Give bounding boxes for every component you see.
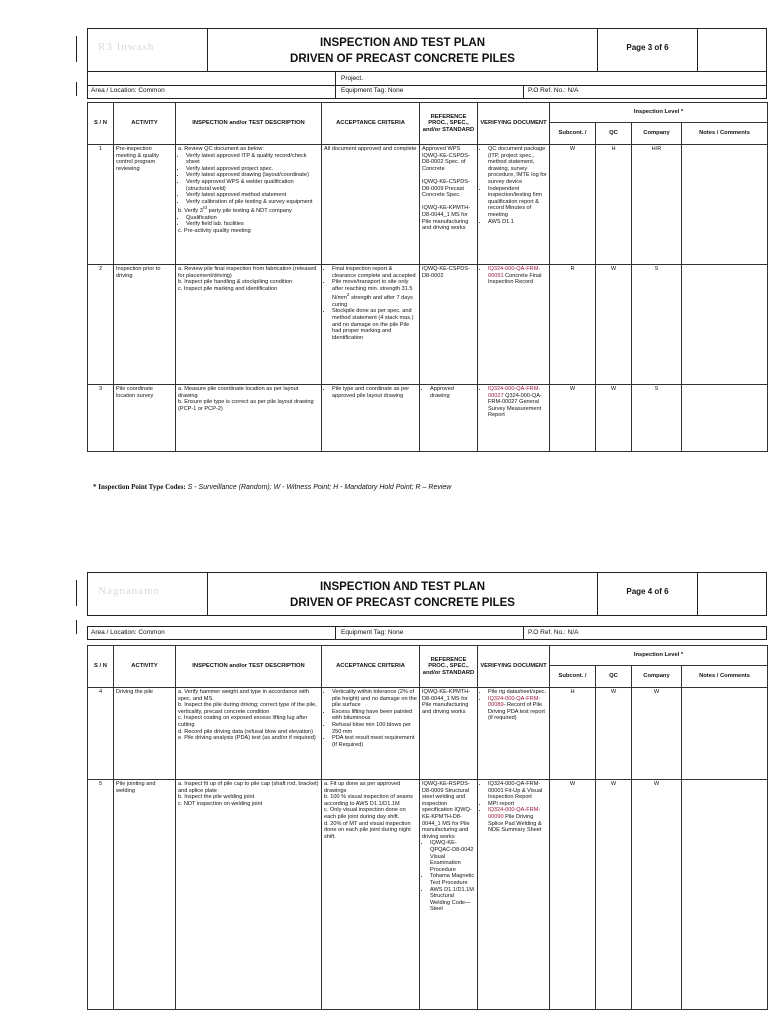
company-cell: S (632, 385, 682, 452)
activity-cell: Inspection prior to driving (114, 265, 176, 385)
notes-cell (682, 265, 768, 385)
margin-mark (76, 82, 77, 96)
document-title (208, 29, 598, 71)
verifying-cell: • IQ324-000-QA-FRM-00027 Q324-000-QA-FRM-00027 General Survey Measurement Report (478, 385, 550, 452)
col-qc: QC (596, 123, 632, 145)
project-label: Project. (341, 75, 364, 82)
footnote-text: S - Surveillance (Random); W - Witness Point; H - Mandatory Hold Point; R – Review (187, 484, 452, 491)
info-bar (87, 626, 767, 640)
page-header (87, 28, 767, 72)
acceptance-cell: All document approved and complete (322, 145, 420, 265)
col-sn: S / N (88, 646, 114, 688)
col-subcont: Subcont. / (550, 123, 596, 145)
col-reference: REFERENCE PROC., SPEC., and/or STANDARD (420, 646, 478, 688)
reference-cell: Approved WPS IQWQ-KE-CSPDS-D8-0002 Spec. of Concrete IQWQ-KE-CSPDS-D8-0009 Precast Concrete Spec. IQWQ-KE-KPMTH-D8-0044_1 MS for Pile manufacturing and driving works (420, 145, 478, 265)
page-number: Page 4 of 6 (598, 573, 698, 615)
margin-mark (76, 36, 77, 62)
title-line-2: DRIVEN OF PRECAST CONCRETE PILES (290, 53, 515, 65)
qc-cell: W (596, 688, 632, 780)
table-row (88, 145, 768, 265)
notes-cell (682, 145, 768, 265)
subcont-cell: H (550, 688, 596, 780)
col-inspection-level: Inspection Level * (550, 103, 768, 123)
activity-cell: Pile coordinate location survey (114, 385, 176, 452)
company-cell: W (632, 688, 682, 780)
col-activity: ACTIVITY (114, 646, 176, 688)
footnote-label: * Inspection Point Type Codes: (93, 483, 186, 491)
qc-cell: H (596, 145, 632, 265)
subcont-cell: R (550, 265, 596, 385)
verifying-cell: • QC document package (ITP, project spec., method statement, drawing, survey procedure, IMTE log for survey device • Independent inspection/testing firm qualification report & record Minutes of meeting • AWS D1.1 (478, 145, 550, 265)
document-title (208, 573, 598, 615)
acceptance-cell: • Pile type and coordinate as per approved pile layout drawing (322, 385, 420, 452)
col-company: Company (632, 666, 682, 688)
po-ref: P.O Ref. No.: N/A (528, 87, 579, 94)
title-line-1: INSPECTION AND TEST PLAN (319, 581, 486, 593)
equipment-tag: Equipment Tag: None (341, 629, 404, 636)
inspection-cell: a. Review pile final inspection from fabrication (released for placement/driving) b. Inspect pile handling & stockpiling condition c. Inspect pile marking and identification (176, 265, 322, 385)
table-row (88, 385, 768, 452)
sn-cell: 1 (88, 145, 114, 265)
col-company: Company (632, 123, 682, 145)
inspection-cell: a. Measure pile coordinate location as per layout drawing b. Ensure pile type is correct as per pile layout drawing (PCP-1 or PCP-2) (176, 385, 322, 452)
company-cell: S (632, 265, 682, 385)
col-inspection-level: Inspection Level * (550, 646, 768, 666)
company-cell: H/R (632, 145, 682, 265)
info-bar (87, 72, 767, 99)
subcont-cell: W (550, 385, 596, 452)
notes-cell (682, 385, 768, 452)
col-activity: ACTIVITY (114, 103, 176, 145)
activity-cell: Pre-inspection meeting & quality control program reviewing (114, 145, 176, 265)
sn-cell: 4 (88, 688, 114, 780)
verifying-cell: • IQ324-000-QA-FRM-00091 Concrete Final Inspection Record (478, 265, 550, 385)
po-ref: P.O Ref. No.: N/A (528, 629, 579, 636)
col-notes: Notes / Comments (682, 123, 768, 145)
sn-cell: 2 (88, 265, 114, 385)
col-verifying: VERIFYING DOCUMENT (478, 646, 550, 688)
title-line-2: DRIVEN OF PRECAST CONCRETE PILES (290, 597, 515, 609)
notes-cell (682, 780, 768, 1010)
company-logo: R3 Inwash (88, 29, 208, 71)
col-inspection: INSPECTION and/or TEST DESCRIPTION (176, 646, 322, 688)
subcont-cell: W (550, 145, 596, 265)
verifying-cell: • Pile rig datasheet/spec. • IQ324-000-QA-FRM-00089- Record of Pile Driving PDA test report (if required) (478, 688, 550, 780)
col-verifying: VERIFYING DOCUMENT (478, 103, 550, 145)
col-qc: QC (596, 666, 632, 688)
reference-cell: IQWQ-KE-KPMTH-D8-0044_1 MS for Pile manufacturing and driving works (420, 688, 478, 780)
margin-mark (76, 580, 77, 606)
qc-cell: W (596, 385, 632, 452)
reference-cell: IQWQ-KE-CSPDS-D8-0002 (420, 265, 478, 385)
inspection-codes-footnote (93, 483, 451, 491)
activity-cell: Driving the pile (114, 688, 176, 780)
equipment-tag: Equipment Tag: None (341, 87, 404, 94)
verifying-cell: • IQ324-000-QA-FRM-00001 Fit-Up & Visual Inspection Report • MPI report • IQ324-000-QA-FRM-00090 Pile Driving Splice Pad Welding & NDE Summary Sheet (478, 780, 550, 1010)
notes-cell (682, 688, 768, 780)
col-inspection: INSPECTION and/or TEST DESCRIPTION (176, 103, 322, 145)
inspection-cell: a. Inspect fit up of pile cap to pile cap (shaft rod, bracket) and splice plate b. Inspect the pile welding joint c. NDT inspection on welding joint (176, 780, 322, 1010)
reference-cell: • Approved drawing (420, 385, 478, 452)
acceptance-cell: a. Fit up done as per approved drawings b. 100 % visual inspection of seams according to AWS D1.1/D1.1M c. Only visual inspection done on each pile joint during day shift. d. 20% of MT and visual inspection done on each pile joint during night shift. (322, 780, 420, 1010)
inspection-cell: a. Review QC document as below: • Verify latest approved ITP & quality record/check sheet • Verify latest approved project spec. • Verify latest approved drawing (layout/coordinate) • Verify approved WPS & welder qualification (structural weld) • Verify latest approved method statement • Verify calibration of pile testing & survey equipment b. Verify 3rd party pile testing & NDT company • Qualification • Verify field lab. facilities c. Pre-activity quality meeting (176, 145, 322, 265)
page-header (87, 572, 767, 616)
col-subcont: Subcont. / (550, 666, 596, 688)
col-sn: S / N (88, 103, 114, 145)
col-acceptance: ACCEPTANCE CRITERIA (322, 646, 420, 688)
col-reference: REFERENCE PROC., SPEC., and/or STANDARD (420, 103, 478, 145)
company-cell: W (632, 780, 682, 1010)
company-logo: Nagnanamn (88, 573, 208, 615)
qc-cell: W (596, 265, 632, 385)
title-line-1: INSPECTION AND TEST PLAN (319, 37, 486, 49)
sn-cell: 5 (88, 780, 114, 1010)
qc-cell: W (596, 780, 632, 1010)
itp-table-page-3 (87, 102, 768, 452)
sn-cell: 3 (88, 385, 114, 452)
margin-mark (76, 620, 77, 634)
page-number: Page 3 of 6 (598, 29, 698, 71)
table-row (88, 688, 768, 780)
acceptance-cell: • Final inspection report & clearance complete and accepted • Pile move/transport to site only after reaching min. strength 31.5 $N/mm^2$ strength and after 7 days curing • Stockpile done as per spec. and method statement (4 stack max.) and no damage on the pile Pile had proper marking and identification (322, 265, 420, 385)
acceptance-cell: • Verticality within tolerance (2% of pile height) and no damage on the pile surface • Excess lifting have been painted with bituminous • Refusal blow min 100 blows per 250 mm • PDA test result meet requirement (If Required) (322, 688, 420, 780)
subcont-cell: W (550, 780, 596, 1010)
reference-cell: IQWQ-KE-RSPDS-D8-0009 Structural steel welding and inspection specification IQWQ-KE-KPMTH-D8-0044_1 MS for Pile manufacturing and driving works • IQWQ-KE-QPQAC-D8-0042 Visual Examination Procedure • Tohama Magnetic Test Procedure • AWS D1.1/D1.1M Structural Welding Code—Steel (420, 780, 478, 1010)
area-location: Area / Location: Common (91, 87, 165, 94)
activity-cell: Pile jointing and welding (114, 780, 176, 1010)
itp-table-page-4 (87, 645, 768, 1010)
area-location: Area / Location: Common (91, 629, 165, 636)
col-acceptance: ACCEPTANCE CRITERIA (322, 103, 420, 145)
inspection-cell: a. Verify hammer weight and type in accordance with spec. and MS. b. Inspect the pile during driving; correct type of the pile, verticality, precast concrete condition c. Inspect coating on exposed excess lifting lug after cutting d. Record pile driving data (refusal blow and elevation) e. Pile driving analysis (PDA) test (as and/or if required) (176, 688, 322, 780)
table-row (88, 780, 768, 1010)
table-row (88, 265, 768, 385)
col-notes: Notes / Comments (682, 666, 768, 688)
